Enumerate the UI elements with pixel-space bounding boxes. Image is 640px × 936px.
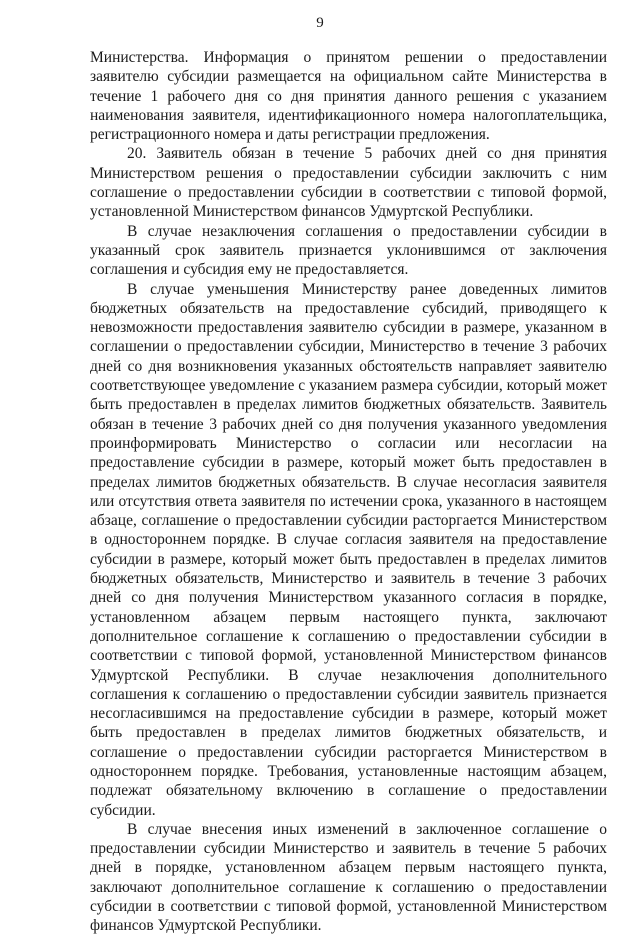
paragraph-item-20: 20. Заявитель обязан в течение 5 рабочих дней со дня принятия Министерством решения о предоставлении субсидии заключить с ним соглашение о предоставлении субсидии в соответствии с типовой формой, установленной Министерством финансов Удмуртской Республики. [90,145,607,221]
paragraph-limits-reduction: В случае уменьшения Министерству ранее доведенных лимитов бюджетных обязательств на предоставление субсидий, приводящего к невозможности предоставления заявителю субсидии в размере, указанном в соглашении о предоставлении субсидии, Министерство в течение 3 рабочих дней со дня возникновения указанных обстоятельств направляет заявителю соответствующее уведомление с указанием размера субсидии, который может быть предоставлен в пределах лимитов бюджетных обязательств. Заявитель обязан в течение 3 рабочих дней со дня получения указанного уведомления проинформировать Министерство о согласии или несогласии на предоставление субсидии в размере, который может быть предоставлен в пределах лимитов бюджетных обязательств. В случае несогласия заявителя или отсутствия ответа заявителя по истечении срока, указанного в настоящем абзаце, соглашение о предоставлении субсидии расторгается Министерством в одностороннем порядке. В случае согласия заявителя на предоставление субсидии в размере, который может быть предоставлен в пределах лимитов бюджетных обязательств, Министерство и заявитель в течение 3 рабочих дней со дня получения Министерством указанного согласия в порядке, установленном абзацем первым настоящего пункта, заключают дополнительное соглашение к соглашению о предоставлении субсидии в соответствии с типовой формой, установленной Министерством финансов Удмуртской Республики. В случае незаключения дополнительного соглашения к соглашению о предоставлении субсидии заявитель признается несогласившимся на предоставление субсидии в размере, который может быть предоставлен в пределах лимитов бюджетных обязательств, и соглашение о предоставлении субсидии расторгается Министерством в одностороннем порядке. Требования, установленные настоящим абзацем, подлежат обязательному включению в соглашение о предоставлении субсидии. [90,280,607,819]
paragraph-non-conclusion: В случае незаключения соглашения о предоставлении субсидии в указанный срок заявитель признается уклонившимся от заключения соглашения и субсидия ему не предоставляется. [90,222,607,279]
paragraph-continuation: Министерства. Информация о принятом решении о предоставлении заявителю субсидии размещается на официальном сайте Министерства в течение 1 рабочего дня со дня принятия данного решения с указанием наименования заявителя, идентификационного номера налогоплательщика, регистрационного номера и даты регистрации предложения. [90,49,607,144]
document-body [90,48,607,936]
page-number: 9 [316,15,324,31]
paragraph-other-changes: В случае внесения иных изменений в заключенное соглашение о предоставлении субсидии Министерство и заявитель в течение 5 рабочих дней в порядке, установленном абзацем первым настоящего пункта, заключают дополнительное соглашение к соглашению о предоставлении субсидии в соответствии с типовой формой, установленной Министерством финансов Удмуртской Республики. [90,820,607,935]
